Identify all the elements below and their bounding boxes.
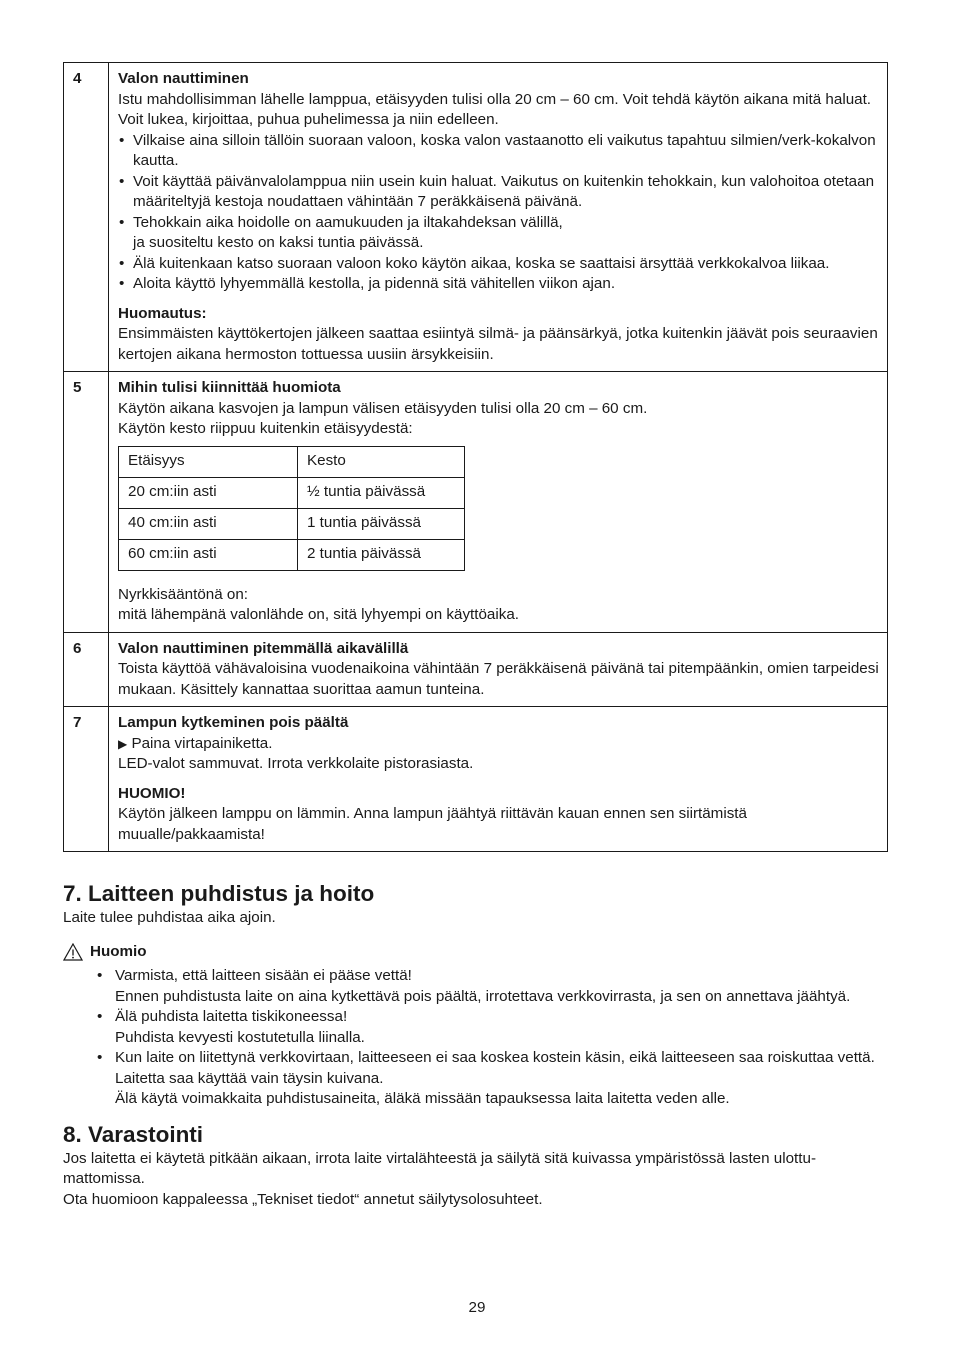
step-row-5 (64, 372, 888, 633)
step-number: 7 (64, 707, 109, 852)
step-text: Toista käyttöä vähävaloisina vuodenaikoina vähintään 7 peräkkäisenä päivänä tai pitempäänkin, omien tarpeidesi mukaan. Käsittely kannattaa suorittaa aamun tunteina. (118, 660, 879, 698)
list-item: • Aloita käyttö lyhyemmällä kestolla, ja pidennä sitä vähitellen viikon ajan. (118, 274, 879, 295)
table-cell: 20 cm:iin asti (119, 477, 298, 508)
step-intro: Istu mahdollisimman lähelle lamppua, etäisyyden tulisi olla 20 cm – 60 cm. Voit tehdä käytön aikana mitä haluat. Voit lukea, kirjoittaa, puhua puhelimessa ja niin edelleen. (118, 90, 872, 128)
table-row (119, 477, 465, 508)
page-number: 29 (468, 1299, 486, 1316)
page-content (63, 62, 888, 1210)
list-item-text: ja suositeltu kesto on kaksi tuntia päivässä. (133, 234, 424, 251)
list-item-text: Älä puhdista laitetta tiskikoneessa! (115, 1008, 348, 1025)
list-item-text: Kun laite on liitettynä verkkovirtaan, laitteeseen ei saa koskea kostein käsin, eikä laitteeseen saa roiskuttaa vettä. Laitetta saa käyttää vain täysin kuivana. (115, 1049, 875, 1087)
table-cell: 60 cm:iin asti (119, 539, 298, 570)
step-text: LED-valot sammuvat. Irrota verkkolaite pistorasiasta. (118, 755, 474, 772)
table-cell: 2 tuntia päivässä (298, 539, 465, 570)
list-item (63, 966, 888, 1007)
section-text: Ota huomioon kappaleessa „Tekniset tiedot“ annetut säilytysolosuhteet. (63, 1190, 543, 1208)
caution-list (63, 966, 888, 1110)
warning-title: HUOMIO! (118, 784, 186, 802)
warning-triangle-icon (63, 943, 83, 961)
list-item: • Älä kuitenkaan katso suoraan valoon koko käytön aikaa, koska se saattaisi ärsyttää verkkokalvoa liikaa. (118, 254, 879, 275)
section-text: Jos laitetta ei käytetä pitkään aikaan, irrota laite virtalähteestä ja säilytä sitä kuivassa ympäristössä lasten ulottu-mattomissa. (63, 1149, 816, 1187)
caution-header (63, 942, 888, 963)
table-header: Etäisyys (119, 446, 298, 477)
step-body (109, 372, 888, 633)
list-item (63, 1007, 888, 1048)
table-row (119, 539, 465, 570)
steps-table (63, 62, 888, 852)
list-item-text: Varmista, että laitteen sisään ei pääse vettä! (115, 967, 412, 984)
note-title: Huomautus: (118, 304, 207, 322)
step-title: Mihin tulisi kiinnittää huomiota (118, 379, 341, 396)
table-cell: ½ tuntia päivässä (298, 477, 465, 508)
step-row-4 (64, 63, 888, 372)
step-row-7 (64, 707, 888, 852)
distance-duration-table (118, 446, 465, 571)
step-row-6 (64, 632, 888, 707)
step-bullet-list (118, 131, 879, 295)
rule-of-thumb-text: mitä lähempänä valonlähde on, sitä lyhyempi on käyttöaika. (118, 606, 520, 623)
section-intro: Laite tulee puhdistaa aika ajoin. (63, 909, 276, 926)
step-title: Lampun kytkeminen pois päältä (118, 714, 349, 731)
section-storage (63, 1121, 888, 1211)
step-action (118, 734, 879, 755)
table-cell: 40 cm:iin asti (119, 508, 298, 539)
list-item: • Voit käyttää päivänvalolamppua niin usein kuin haluat. Vaikutus on kuitenkin tehokkain, kun valohoitoa otetaan määriteltyjä kestoja noudattaen vähintään 7 peräkkäisenä päivänä. (118, 172, 879, 213)
caution-title: Huomio (90, 942, 147, 960)
list-item-text: Älä käytä voimakkaita puhdistusaineita, äläkä missään tapauksessa laita laitetta veden alle. (115, 1090, 730, 1107)
list-item (118, 213, 879, 254)
table-row (119, 508, 465, 539)
list-item: • Vilkaise aina silloin tällöin suoraan valoon, koska valon vastaanotto eli vaikutus tapahtuu silmien/verk-kokalvon kautta. (118, 131, 879, 172)
step-title: Valon nauttiminen (118, 70, 249, 87)
list-item (63, 1048, 888, 1110)
section-heading: 7. Laitteen puhdistus ja hoito (63, 881, 375, 906)
table-cell: 1 tuntia päivässä (298, 508, 465, 539)
rule-of-thumb-title: Nyrkkisääntönä on: (118, 585, 249, 603)
step-title: Valon nauttiminen pitemmällä aikavälillä (118, 639, 409, 657)
step-body (109, 707, 888, 852)
step-body (109, 632, 888, 707)
table-header-row (119, 446, 465, 477)
step-text: Käytön kesto riippuu kuitenkin etäisyydestä: (118, 420, 413, 437)
table-header: Kesto (298, 446, 465, 477)
step-text: Käytön aikana kasvojen ja lampun välisen etäisyyden tulisi olla 20 cm – 60 cm. (118, 399, 648, 417)
note-text: Ensimmäisten käyttökertojen jälkeen saattaa esiintyä silmä- ja päänsärkyä, jotka kuitenkin jäävät pois seuraavien kertojen aikana hermoston tottuessa uusiin ärsykkeisiin. (118, 325, 878, 363)
step-number: 6 (64, 632, 109, 707)
step-number: 4 (64, 63, 109, 372)
step-action-text: Paina virtapainiketta. (131, 734, 273, 752)
section-heading: 8. Varastointi (63, 1121, 204, 1147)
step-body (109, 63, 888, 372)
list-item-text: Ennen puhdistusta laite on aina kytkettävä pois päältä, irrotettava verkkovirrasta, ja sen on annettava jäähtyä. (115, 987, 851, 1005)
list-item-text: Puhdista kevyesti kostutetulla liinalla. (115, 1028, 365, 1046)
warning-text: Käytön jälkeen lamppu on lämmin. Anna lampun jäähtyä riittävän kauan ennen sen siirtämistä muualle/pakkaamista! (118, 805, 747, 843)
step-number: 5 (64, 372, 109, 633)
list-item-text: Tehokkain aika hoidolle on aamukuuden ja iltakahdeksan välillä, (133, 213, 563, 231)
play-arrow-icon: ▶ (118, 736, 128, 751)
section-cleaning (63, 880, 888, 1110)
